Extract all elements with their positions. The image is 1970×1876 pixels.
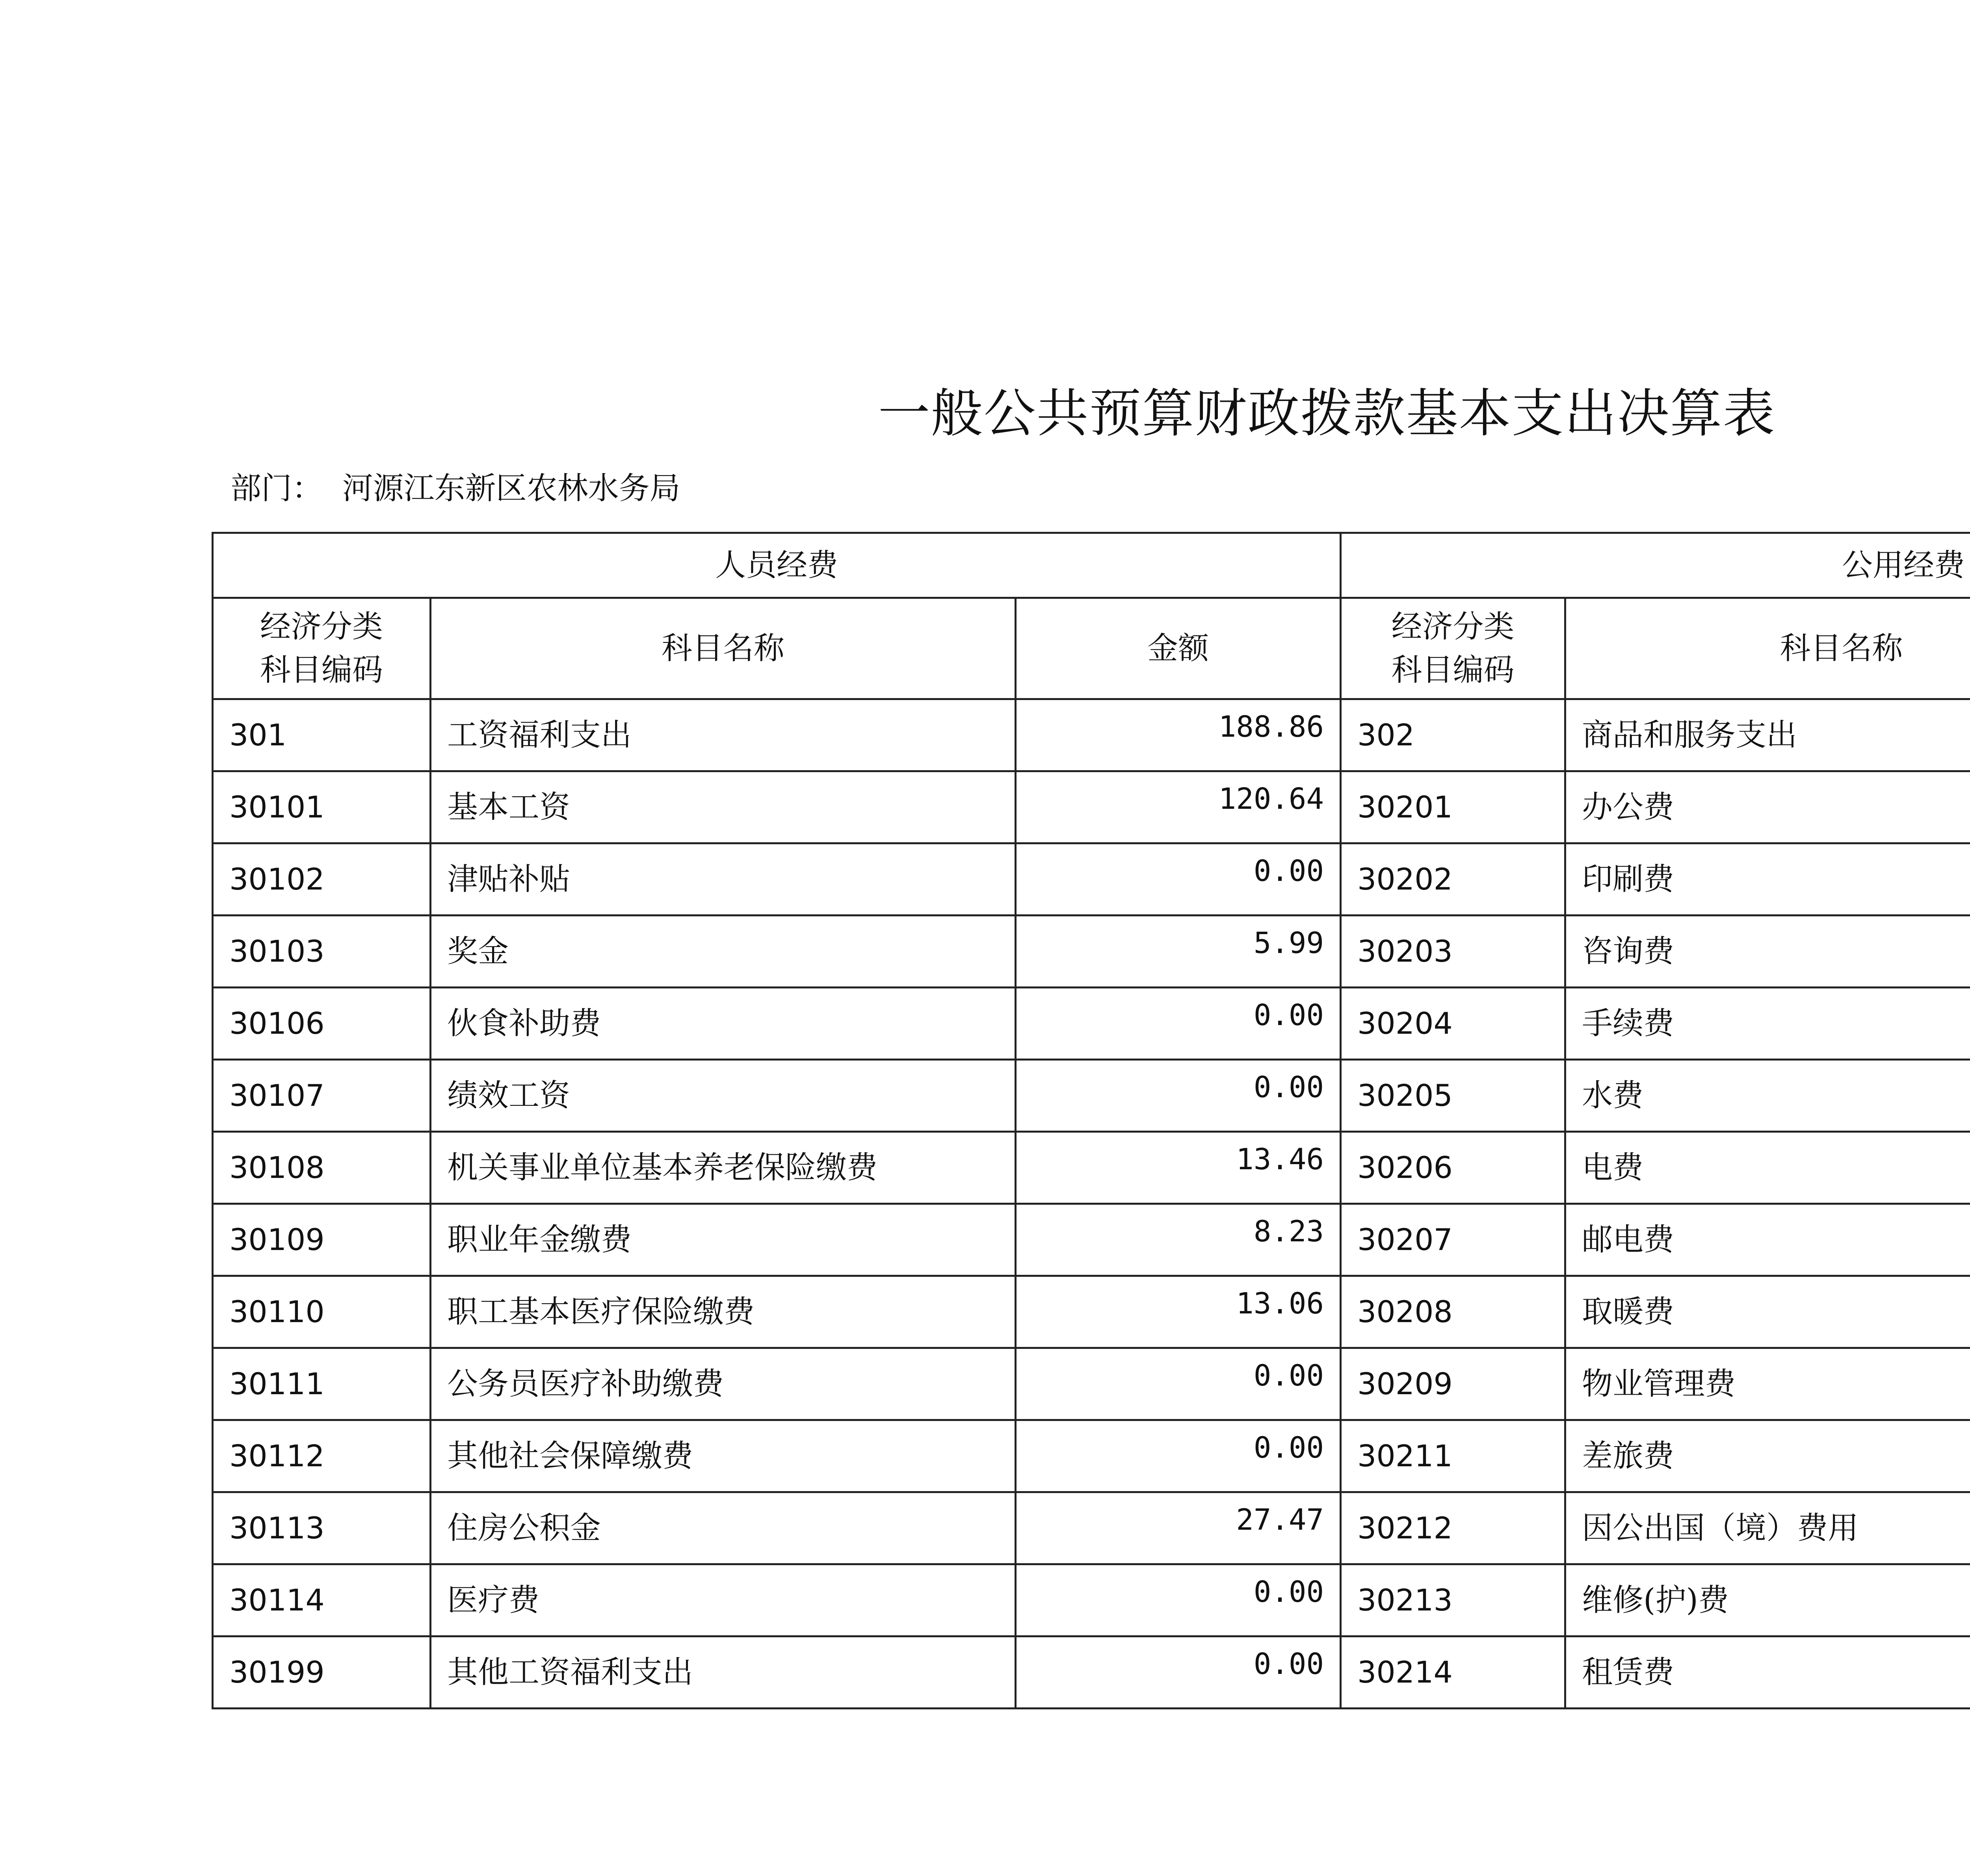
personnel-name-cell: 津贴补贴: [431, 843, 1016, 916]
public-name-header: 科目名称: [1565, 598, 1970, 699]
personnel-code-header: [213, 598, 431, 699]
public-code-cell: 30202: [1341, 843, 1565, 916]
public-code-header: [1341, 598, 1565, 699]
personnel-name-cell: 奖金: [431, 916, 1016, 988]
table-row: [213, 1060, 1970, 1132]
table-row: [213, 916, 1970, 988]
code-header-line2: 科目编码: [260, 652, 383, 688]
personnel-code-cell: 30111: [213, 1348, 431, 1420]
table-row: [213, 1420, 1970, 1492]
public-code-cell: 30207: [1341, 1204, 1565, 1276]
personnel-code-cell: 30109: [213, 1204, 431, 1276]
public-name-cell: 水费: [1565, 1060, 1970, 1132]
personnel-name-cell: 住房公积金: [431, 1492, 1016, 1564]
group-header-row: [213, 533, 1970, 598]
public-code-cell: 30209: [1341, 1348, 1565, 1420]
personnel-name-cell: 伙食补助费: [431, 988, 1016, 1060]
personnel-expenses-header: 人员经费: [213, 533, 1341, 598]
table-row: [213, 1348, 1970, 1420]
public-code-cell: 30203: [1341, 916, 1565, 988]
personnel-code-cell: 30107: [213, 1060, 431, 1132]
public-code-cell: 30208: [1341, 1276, 1565, 1348]
public-name-cell: 办公费: [1565, 771, 1970, 843]
public-code-cell: 302: [1341, 699, 1565, 771]
personnel-name-cell: 医疗费: [431, 1564, 1016, 1636]
department-line: [230, 469, 680, 508]
personnel-amount-cell: 5.99: [1016, 916, 1341, 988]
personnel-amount-cell: 0.00: [1016, 1420, 1341, 1492]
personnel-code-cell: 30108: [213, 1132, 431, 1204]
public-name-cell: 手续费: [1565, 988, 1970, 1060]
public-name-cell: 商品和服务支出: [1565, 699, 1970, 771]
personnel-amount-cell: 0.00: [1016, 1636, 1341, 1709]
table-row: [213, 699, 1970, 771]
column-header-row: [213, 598, 1970, 699]
personnel-code-cell: 30199: [213, 1636, 431, 1709]
public-code-cell: 30205: [1341, 1060, 1565, 1132]
public-name-cell: 租赁费: [1565, 1636, 1970, 1709]
personnel-name-cell: 绩效工资: [431, 1060, 1016, 1132]
personnel-amount-cell: 0.00: [1016, 1564, 1341, 1636]
personnel-code-cell: 30110: [213, 1276, 431, 1348]
personnel-name-cell: 工资福利支出: [431, 699, 1016, 771]
personnel-name-header: 科目名称: [431, 598, 1016, 699]
document-title: 一般公共预算财政拨款基本支出决算表: [878, 383, 1776, 444]
public-name-cell: 印刷费: [1565, 843, 1970, 916]
department-label: 部门：: [230, 471, 323, 506]
public-name-cell: 咨询费: [1565, 916, 1970, 988]
personnel-name-cell: 其他社会保障缴费: [431, 1420, 1016, 1492]
personnel-code-cell: 30103: [213, 916, 431, 988]
table-row: [213, 1636, 1970, 1709]
public-code-cell: 30206: [1341, 1132, 1565, 1204]
personnel-code-cell: 30112: [213, 1420, 431, 1492]
public-code-cell: 30212: [1341, 1492, 1565, 1564]
personnel-name-cell: 职业年金缴费: [431, 1204, 1016, 1276]
personnel-code-cell: 30106: [213, 988, 431, 1060]
public-name-cell: 邮电费: [1565, 1204, 1970, 1276]
public-code-cell: 30211: [1341, 1420, 1565, 1492]
table-row: [213, 1492, 1970, 1564]
personnel-amount-cell: 0.00: [1016, 843, 1341, 916]
budget-table: [212, 532, 1970, 1709]
personnel-code-cell: 30101: [213, 771, 431, 843]
personnel-code-cell: 301: [213, 699, 431, 771]
public-name-cell: 物业管理费: [1565, 1348, 1970, 1420]
personnel-code-cell: 30102: [213, 843, 431, 916]
public-name-cell: 维修(护)费: [1565, 1564, 1970, 1636]
personnel-name-cell: 公务员医疗补助缴费: [431, 1348, 1016, 1420]
personnel-amount-cell: 13.46: [1016, 1132, 1341, 1204]
personnel-amount-cell: 120.64: [1016, 771, 1341, 843]
code-header-line1: 经济分类: [1391, 609, 1515, 645]
code-header-line2: 科目编码: [1391, 652, 1515, 688]
public-code-cell: 30204: [1341, 988, 1565, 1060]
personnel-amount-cell: 0.00: [1016, 988, 1341, 1060]
personnel-name-cell: 机关事业单位基本养老保险缴费: [431, 1132, 1016, 1204]
public-code-cell: 30213: [1341, 1564, 1565, 1636]
table-row: [213, 988, 1970, 1060]
personnel-amount-cell: 27.47: [1016, 1492, 1341, 1564]
public-name-cell: 取暖费: [1565, 1276, 1970, 1348]
table-row: [213, 1564, 1970, 1636]
personnel-amount-cell: 188.86: [1016, 699, 1341, 771]
personnel-name-cell: 其他工资福利支出: [431, 1636, 1016, 1709]
public-name-cell: 因公出国（境）费用: [1565, 1492, 1970, 1564]
table-row: [213, 843, 1970, 916]
public-code-cell: 30214: [1341, 1636, 1565, 1709]
public-code-cell: 30201: [1341, 771, 1565, 843]
personnel-code-cell: 30114: [213, 1564, 431, 1636]
personnel-name-cell: 职工基本医疗保险缴费: [431, 1276, 1016, 1348]
public-name-cell: 电费: [1565, 1132, 1970, 1204]
public-name-cell: 差旅费: [1565, 1420, 1970, 1492]
personnel-name-cell: 基本工资: [431, 771, 1016, 843]
table-row: [213, 1132, 1970, 1204]
table-row: [213, 771, 1970, 843]
personnel-amount-cell: 8.23: [1016, 1204, 1341, 1276]
personnel-amount-cell: 0.00: [1016, 1060, 1341, 1132]
code-header-line1: 经济分类: [260, 609, 383, 645]
personnel-code-cell: 30113: [213, 1492, 431, 1564]
table-row: [213, 1204, 1970, 1276]
personnel-amount-cell: 0.00: [1016, 1348, 1341, 1420]
personnel-amount-header: 金额: [1016, 598, 1341, 699]
department-name: 河源江东新区农林水务局: [342, 471, 680, 506]
table-row: [213, 1276, 1970, 1348]
personnel-amount-cell: 13.06: [1016, 1276, 1341, 1348]
public-expenses-header: 公用经费: [1341, 533, 1970, 598]
